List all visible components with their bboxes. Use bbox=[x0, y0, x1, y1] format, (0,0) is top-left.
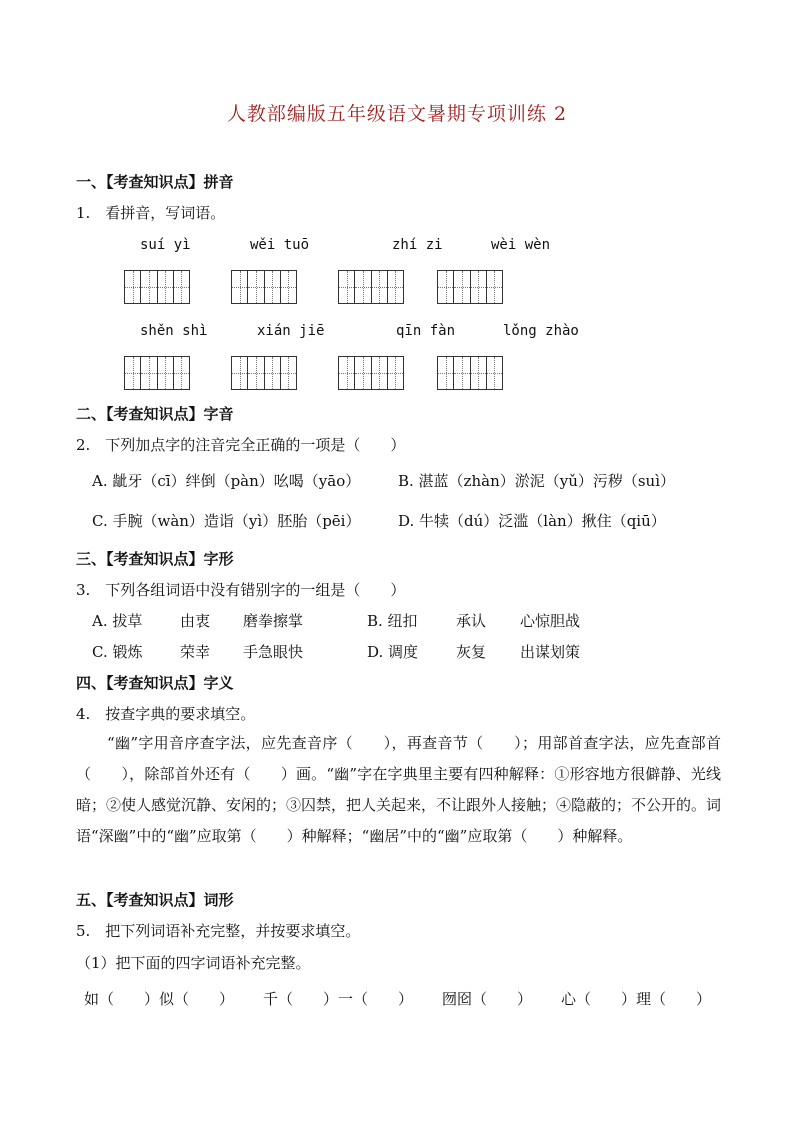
pinyin-label: qīn fàn bbox=[396, 323, 456, 339]
pinyin-label: suí yì bbox=[140, 237, 191, 253]
option-word: 灰复 bbox=[456, 643, 487, 661]
writing-grid[interactable] bbox=[437, 356, 503, 390]
page-title: 人教部编版五年级语文暑期专项训练 2 bbox=[226, 103, 568, 125]
fill-in-idiom[interactable]: 如（ ）似（ ） bbox=[84, 990, 235, 1008]
pinyin-label: lǒng zhào bbox=[503, 323, 579, 339]
option-word: A. 拔草 bbox=[92, 612, 143, 630]
writing-grid[interactable] bbox=[338, 270, 404, 304]
writing-grid[interactable] bbox=[124, 270, 190, 304]
section-heading-meaning: 四、【考查知识点】字义 bbox=[76, 674, 234, 692]
pinyin-label: shěn shì bbox=[140, 323, 208, 339]
option-word: B. 纽扣 bbox=[367, 612, 418, 630]
option-word: 手急眼快 bbox=[243, 643, 304, 661]
pinyin-label: wěi tuō bbox=[250, 237, 310, 253]
question-2: 2. 下列加点字的注音完全正确的一项是（ ） bbox=[76, 436, 406, 454]
pinyin-label: xián jiē bbox=[257, 323, 325, 339]
fill-in-idiom[interactable]: 千（ ）一（ ） bbox=[263, 990, 414, 1008]
fill-in-idiom[interactable]: 心（ ）理（ ） bbox=[561, 990, 712, 1008]
option-word: 出谋划策 bbox=[520, 643, 581, 661]
writing-grid[interactable] bbox=[338, 356, 404, 390]
writing-grid[interactable] bbox=[231, 270, 297, 304]
writing-grid[interactable] bbox=[437, 270, 503, 304]
option-d[interactable]: D. 牛犊（dú）泛滥（làn）揪住（qiū） bbox=[398, 512, 666, 530]
option-word: 磨拳擦掌 bbox=[243, 612, 304, 630]
fill-in-idiom[interactable]: 囫囵（ ） bbox=[442, 990, 533, 1008]
option-b[interactable]: B. 湛蓝（zhàn）淤泥（yǔ）污秽（suì） bbox=[398, 472, 676, 490]
option-word: 由衷 bbox=[180, 612, 211, 630]
question-4: 4. 按查字典的要求填空。 bbox=[76, 705, 256, 723]
question-5: 5. 把下列词语补充完整，并按要求填空。 bbox=[76, 922, 361, 940]
writing-grid[interactable] bbox=[231, 356, 297, 390]
option-c[interactable]: C. 手腕（wàn）造诣（yì）胚胎（pēi） bbox=[92, 512, 361, 530]
section-heading-character-form: 三、【考查知识点】字形 bbox=[76, 550, 234, 568]
option-a[interactable]: A. 龇牙（cī）绊倒（pàn）吆喝（yāo） bbox=[92, 472, 361, 490]
section-heading-pinyin: 一、【考查知识点】拼音 bbox=[76, 173, 234, 191]
section-heading-pronunciation: 二、【考查知识点】字音 bbox=[76, 405, 234, 423]
writing-grid[interactable] bbox=[124, 356, 190, 390]
option-word: D. 调度 bbox=[367, 643, 419, 661]
option-word: 荣幸 bbox=[180, 643, 211, 661]
question-4-passage: “幽”字用音序查字法，应先查音序（ ），再查音节（ ）；用部首查字法，应先查部首（ ），除部首外还有（ ）画。“幽”字在字典里主要有四种解释：①形容地方很僻静、光线暗；②使人感觉沉静、安闲的；③囚禁，把人关起来，不让跟外人接触；④隐蔽的；不公开的。词语“深幽”中的“幽”应取第（ ）种解释；“幽居”中的“幽”应取第（ ）种解释。 bbox=[76, 734, 722, 845]
section-heading-word-form: 五、【考查知识点】词形 bbox=[76, 891, 234, 909]
option-word: C. 锻炼 bbox=[92, 643, 143, 661]
question-5-subpart: （1）把下面的四字词语补充完整。 bbox=[76, 954, 311, 972]
option-word: 承认 bbox=[456, 612, 487, 630]
question-1: 1. 看拼音，写词语。 bbox=[76, 204, 226, 222]
option-word: 心惊胆战 bbox=[520, 612, 581, 630]
pinyin-label: wèi wèn bbox=[491, 237, 551, 253]
pinyin-label: zhí zi bbox=[392, 237, 443, 253]
question-3: 3. 下列各组词语中没有错别字的一组是（ ） bbox=[76, 581, 406, 599]
